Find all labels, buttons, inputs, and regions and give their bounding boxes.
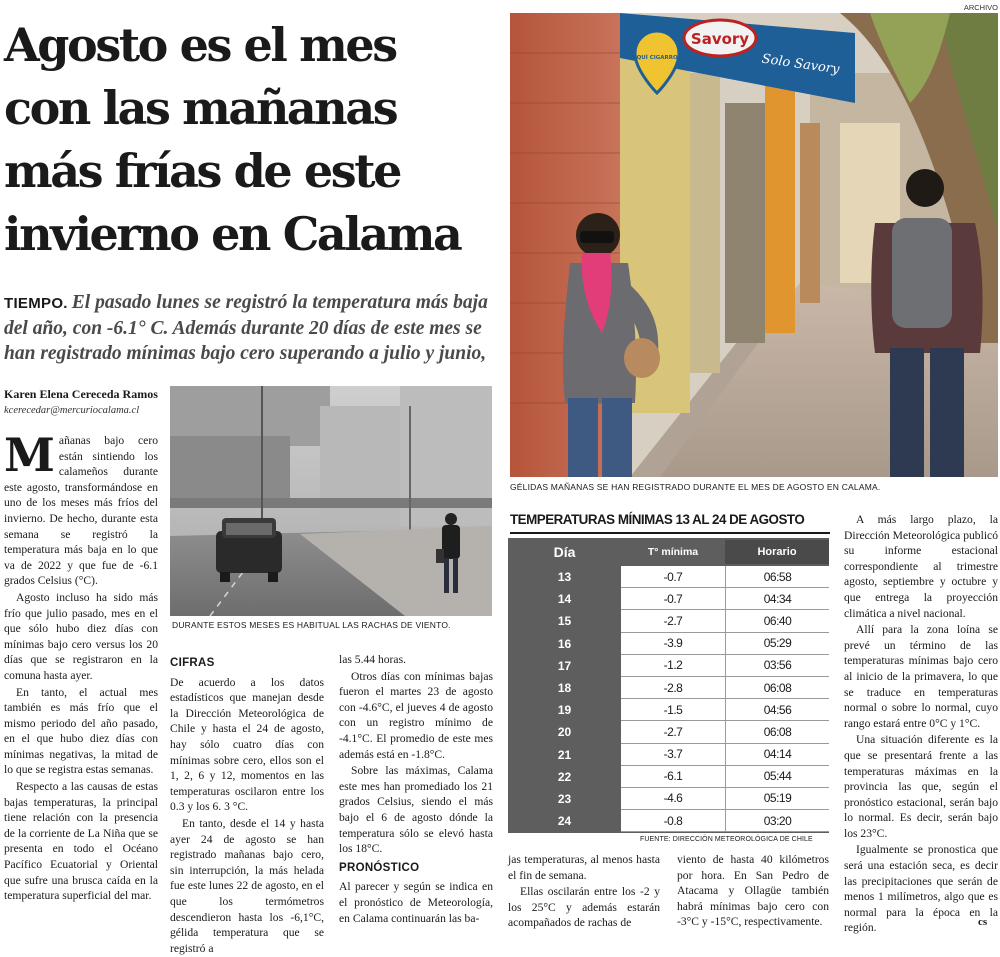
section-heading-pronostico: PRONÓSTICO bbox=[339, 861, 420, 874]
headline-line: más frías de este bbox=[4, 144, 400, 198]
main-photo-illustration bbox=[510, 13, 998, 477]
table-cell-time: 06:08 bbox=[725, 721, 829, 743]
paragraph: En tanto, desde el 14 y hasta ayer 24 de agosto se han registrado mañanas bajo cero, sin interrupción, la más helada fue este lunes 22 de agosto, en el que los termómetros descendieron hasta los -6,1°C, gélida temperatura que se registró a bbox=[170, 816, 324, 955]
table-cell-day: 24 bbox=[557, 814, 572, 829]
paragraph: Una situación diferente es la que se presentará frente a las temperaturas máximas en la provincia las que, según el pronóstico estacional, serán bajo lo normal. Es decir, serán bajo los 23°C. bbox=[844, 733, 998, 840]
table-cell-time: 03:20 bbox=[725, 810, 829, 832]
paragraph: Mañanas bajo cero están sintiendo los calameños durante este agosto, transformándose en uno de los meses más fríos del invierno. De hecho, durante esta semana se registró la temperatura más baja en lo que va de 2022 y que fue de -6.1 grados Celsius (°C). bbox=[4, 428, 158, 588]
paragraph: Sobre las máximas, Calama este mes han promediado los 21 grados Celsius, siendo el más bajo el 6 de agosto dónde la temperatura sólo se elevó hasta los 18°C. bbox=[339, 764, 493, 856]
table-header-dia: Día bbox=[553, 544, 576, 560]
table-cell-min-temp: -0.8 bbox=[621, 810, 725, 832]
paragraph: jas temperaturas, al menos hasta el fin de semana. bbox=[508, 853, 660, 882]
table-cell-day: 19 bbox=[557, 703, 572, 718]
headline-line: invierno en Calama bbox=[4, 207, 461, 261]
road-photo bbox=[170, 386, 492, 616]
table-cell-time: 04:14 bbox=[725, 744, 829, 766]
table-cell-min-temp: -1.5 bbox=[621, 699, 725, 721]
article-column-2 bbox=[170, 652, 324, 957]
byline-email[interactable]: kcerecedar@mercuriocalama.cl bbox=[4, 405, 140, 416]
storefront-sign-savory: Savory bbox=[690, 30, 750, 48]
road-photo-caption: DURANTE ESTOS MESES ES HABITUAL LAS RACHAS DE VIENTO. bbox=[172, 620, 451, 630]
table-row bbox=[508, 788, 829, 810]
lede bbox=[4, 290, 504, 366]
table-cell-day: 23 bbox=[557, 791, 572, 806]
table-cell-time: 06:40 bbox=[725, 610, 829, 632]
table-cell-day: 16 bbox=[557, 636, 572, 651]
table-cell-day: 18 bbox=[557, 681, 572, 696]
table-source: FUENTE: DIRECCIÓN METEOROLÓGICA DE CHILE bbox=[640, 836, 813, 843]
table-cell-time: 05:19 bbox=[725, 788, 829, 810]
table-cell-day: 20 bbox=[557, 725, 572, 740]
table-header-horario: Horario bbox=[725, 540, 829, 564]
table-row bbox=[508, 566, 829, 588]
paragraph: A más largo plazo, la Dirección Meteorológica publicó su informe estacional correspondiente al trimestre agosto, septiembre y octubre y que entrega la proyección climática a nivel nacional. bbox=[844, 513, 998, 620]
headline bbox=[4, 14, 504, 266]
article-column-3 bbox=[339, 652, 493, 927]
table-header-row bbox=[508, 538, 829, 566]
photo-credit: ARCHIVO bbox=[963, 3, 998, 12]
paragraph: Agosto incluso ha sido más frío que julio pasado, mes en el que sólo hubo diez días con mínimas bajo cero versus los 20 días que se registraron en la comuna hasta ayer. bbox=[4, 590, 158, 682]
end-mark: cs bbox=[978, 916, 988, 928]
headline-line: con las mañanas bbox=[4, 81, 397, 135]
byline-author: Karen Elena Cereceda Ramos bbox=[4, 387, 158, 401]
table-title: TEMPERATURAS MÍNIMAS 13 AL 24 DE AGOSTO bbox=[510, 512, 805, 527]
lede-kicker: TIEMPO. bbox=[4, 295, 68, 312]
table-cell-min-temp: -3.9 bbox=[621, 633, 725, 655]
table-cell-time: 05:29 bbox=[725, 633, 829, 655]
table-row bbox=[508, 633, 829, 655]
paragraph: Ellas oscilarán entre los -2 y los 25°C y además estarán acompañados de rachas de bbox=[508, 885, 660, 930]
paragraph: De acuerdo a los datos estadísticos que manejan desde la Dirección Meteorológica de Chile y hasta el 24 de agosto, hay sólo cuatro días con mínimas sobre cero, ellos son el 1, 2, 6 y 12, momentos en las temperaturas oscilaron entre los 0.3 y los 6. 3 °C. bbox=[170, 675, 324, 814]
table-cell-min-temp: -1.2 bbox=[621, 655, 725, 677]
headline-line: Agosto es el mes bbox=[4, 18, 396, 72]
byline bbox=[4, 387, 164, 416]
main-photo-caption: GÉLIDAS MAÑANAS SE HAN REGISTRADO DURANTE EL MES DE AGOSTO EN CALAMA. bbox=[510, 482, 881, 492]
table-row bbox=[508, 610, 829, 632]
table-cell-time: 05:44 bbox=[725, 766, 829, 788]
paragraph: Igualmente se pronostica que será una estación seca, es decir las precipitaciones que serán de menos 1 milímetros, algo que es normal para la época en la región. bbox=[844, 843, 998, 935]
table-cell-min-temp: -3.7 bbox=[621, 744, 725, 766]
main-photo bbox=[510, 13, 998, 477]
table-header-tmin: T° mínima bbox=[647, 546, 699, 558]
table-cell-day: 17 bbox=[557, 658, 572, 673]
table-row bbox=[508, 588, 829, 610]
table-cell-time: 06:58 bbox=[725, 566, 829, 588]
table-row bbox=[508, 810, 829, 832]
paragraph: viento de hasta 40 kilómetros por hora. En San Pedro de Atacama y Ollagüe también habrá mínimas bajo cero con -3°C y -15°C, respectivamente. bbox=[677, 853, 829, 929]
temperature-table bbox=[508, 538, 829, 833]
section-heading-cifras: CIFRAS bbox=[170, 657, 215, 669]
table-body bbox=[508, 566, 829, 832]
paragraph: Al parecer y según se indica en el pronóstico de Meteorología, en Calama continuarán las ba- bbox=[339, 880, 493, 925]
table-cell-day: 14 bbox=[557, 592, 572, 607]
table-row bbox=[508, 721, 829, 743]
table-row bbox=[508, 655, 829, 677]
table-cell-time: 06:08 bbox=[725, 677, 829, 699]
table-cell-min-temp: -2.7 bbox=[621, 721, 725, 743]
article-column-4 bbox=[508, 852, 660, 932]
paragraph: En tanto, el actual mes también es más frío que el mismo periodo del año pasado, en el que hubo diez días con mínimas negativas, la mitad de lo que se registra estas semanas. bbox=[4, 685, 158, 777]
drop-cap: M bbox=[4, 428, 55, 482]
article-column-1 bbox=[4, 428, 158, 905]
table-cell-min-temp: -2.7 bbox=[621, 610, 725, 632]
table-cell-day: 15 bbox=[557, 614, 572, 629]
table-cell-time: 04:56 bbox=[725, 699, 829, 721]
table-cell-day: 22 bbox=[557, 769, 572, 784]
paragraph: Otros días con mínimas bajas fueron el martes 23 de agosto con -4.6°C, el jueves 4 de agosto con un registro mínimo de -4.1°C. El promedio de este mes además está en -1.8°C. bbox=[339, 669, 493, 761]
table-cell-day: 13 bbox=[557, 570, 572, 585]
paragraph: Respecto a las causas de estas bajas temperaturas, la principal tiene relación con la presencia de la corriente de La Niña que se presenta en todo el Océano Pacífico Ecuatorial y Oriental que sufre una brusca caída en la temperatura superficial del mar. bbox=[4, 780, 158, 903]
paragraph: las 5.44 horas. bbox=[339, 653, 406, 666]
paragraph: Allí para la zona loína se prevé un término de las temperaturas mínimas bajo cero al inicio de la primavera, lo que se traduce en temperaturas normal o sobre lo normal, cuyo rango estará entre 0°C y 1°C. bbox=[844, 623, 998, 730]
table-row bbox=[508, 744, 829, 766]
table-cell-min-temp: -0.7 bbox=[621, 588, 725, 610]
road-photo-illustration bbox=[170, 386, 492, 616]
table-cell-time: 04:34 bbox=[725, 588, 829, 610]
article-column-5 bbox=[677, 852, 829, 931]
table-cell-time: 03:56 bbox=[725, 655, 829, 677]
article-column-6 bbox=[844, 512, 998, 937]
table-cell-min-temp: -4.6 bbox=[621, 788, 725, 810]
storefront-sign-solo-savory: Solo Savory bbox=[760, 51, 841, 78]
table-cell-min-temp: -2.8 bbox=[621, 677, 725, 699]
table-cell-min-temp: -6.1 bbox=[621, 766, 725, 788]
lede-text: El pasado lunes se registró la temperatura más baja del año, con -6.1° C. Además durante 20 días de este mes se han registrado mínimas bajo cero superando a julio y junio, bbox=[4, 292, 488, 364]
table-title-rule bbox=[510, 532, 830, 534]
storefront-sign-cigarros: AQUÍ CIGARROS bbox=[632, 55, 682, 61]
table-row bbox=[508, 766, 829, 788]
table-cell-day: 21 bbox=[557, 747, 572, 762]
table-row bbox=[508, 699, 829, 721]
table-row bbox=[508, 677, 829, 699]
table-cell-min-temp: -0.7 bbox=[621, 566, 725, 588]
